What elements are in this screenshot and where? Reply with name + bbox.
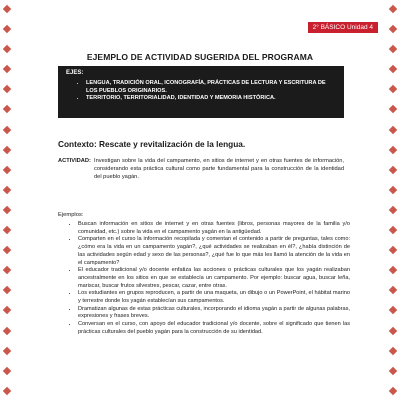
ejes-item: • LENGUA, TRADICIÓN ORAL, ICONOGRAFÍA, PRÁCTICAS DE LECTURA Y ESCRITURA DE LOS PUEBLOS ORIGINARIOS.	[86, 80, 336, 95]
ejes-list	[66, 80, 336, 103]
diamond-ornament-icon	[3, 125, 11, 133]
diamond-ornament-icon	[389, 5, 397, 13]
example-item: • Comparten en el curso la información recopilada y comentan el contenido a partir de preguntas, tales como: ¿cómo era la vida en un campamento yagán?, ¿qué actividades se realizaban en él?, ¿había distinción de las actividades según edad y sexo de las personas?, ¿qué fue lo que más les llamó la atención de la vida en el campamento?	[78, 236, 350, 267]
ejes-box	[58, 66, 344, 118]
diamond-ornament-icon	[3, 387, 11, 395]
diamond-ornament-icon	[3, 25, 11, 33]
diamond-ornament-icon	[3, 105, 11, 113]
examples-label: Ejemplos:	[58, 212, 84, 218]
diamond-ornament-icon	[389, 145, 397, 153]
example-item: • Conversan en el curso, con apoyo del educador tradicional y/o docente, sobre el significado que tienen las prácticas culturales del pueblo yagán para la construcción de su identidad.	[78, 321, 350, 336]
ejes-item: • TERRITORIO, TERRITORIALIDAD, IDENTIDAD Y MEMORIA HISTÓRICA.	[86, 95, 336, 103]
example-item: • Los estudiantes en grupos reproducen, a partir de una maqueta, un dibujo o un PowerPoint, el hábitat marino y terrestre donde los yagán establecían sus campamentos.	[78, 290, 350, 305]
activity-label: ACTIVIDAD:	[58, 158, 91, 164]
page-title: EJEMPLO DE ACTIVIDAD SUGERIDA DEL PROGRAMA	[86, 52, 314, 62]
diamond-ornament-icon	[3, 145, 11, 153]
diamond-ornament-icon	[389, 166, 397, 174]
diamond-ornament-icon	[3, 266, 11, 274]
activity-text: Investigan sobre la vida del campamento, en sitios de internet y en otras fuentes de información, considerando esta práctica cultural como parte fundamental para la construcción de la identidad del pueblo yagán.	[94, 158, 344, 180]
diamond-ornament-icon	[389, 65, 397, 73]
grade-badge: 2° BÁSICO Unidad 4	[308, 22, 378, 33]
diamond-ornament-icon	[389, 186, 397, 194]
diamond-ornament-icon	[389, 226, 397, 234]
diamond-ornament-icon	[389, 105, 397, 113]
diamond-ornament-icon	[3, 186, 11, 194]
diamond-ornament-icon	[389, 326, 397, 334]
diamond-ornament-icon	[389, 266, 397, 274]
example-item: • Buscan información en sitios de internet y en otras fuentes (libros, personas mayores de la familia y/o comunidad, etc.) sobre la vida en el campamento yagán en la antigüedad.	[78, 221, 350, 236]
diamond-ornament-icon	[389, 346, 397, 354]
diamond-ornament-icon	[3, 326, 11, 334]
activity-block	[58, 158, 344, 181]
diamond-ornament-icon	[3, 206, 11, 214]
diamond-ornament-icon	[389, 206, 397, 214]
diamond-ornament-icon	[3, 85, 11, 93]
diamond-ornament-icon	[389, 125, 397, 133]
diamond-ornament-icon	[389, 306, 397, 314]
diamond-ornament-icon	[3, 166, 11, 174]
diamond-ornament-icon	[3, 65, 11, 73]
diamond-ornament-icon	[3, 366, 11, 374]
diamond-ornament-icon	[389, 387, 397, 395]
diamond-ornament-icon	[3, 246, 11, 254]
diamond-ornament-icon	[3, 5, 11, 13]
diamond-ornament-icon	[389, 366, 397, 374]
example-item: • Dramatizan algunas de estas prácticas culturales, incorporando el idioma yagán a partir de algunas palabras, expresiones y frases breves.	[78, 306, 350, 321]
ejes-label: EJES:	[66, 70, 84, 76]
diamond-ornament-icon	[389, 246, 397, 254]
diamond-ornament-icon	[3, 306, 11, 314]
diamond-ornament-icon	[3, 346, 11, 354]
diamond-ornament-icon	[389, 25, 397, 33]
diamond-ornament-icon	[389, 286, 397, 294]
example-item: • El educador tradicional y/o docente enfatiza las acciones o prácticas culturales que los yagán realizaban ancestralmente en los sitios en que se establecía un campamento. Por ejemplo: buscar agua, buscar leña, mariscar, buscar frutos silvestres, pescar, cazar, entre otras.	[78, 267, 350, 290]
diamond-ornament-icon	[3, 226, 11, 234]
diamond-ornament-icon	[3, 286, 11, 294]
diamond-ornament-icon	[389, 85, 397, 93]
examples-list	[58, 221, 350, 337]
context-heading: Contexto: Rescate y revitalización de la lengua.	[58, 139, 246, 149]
